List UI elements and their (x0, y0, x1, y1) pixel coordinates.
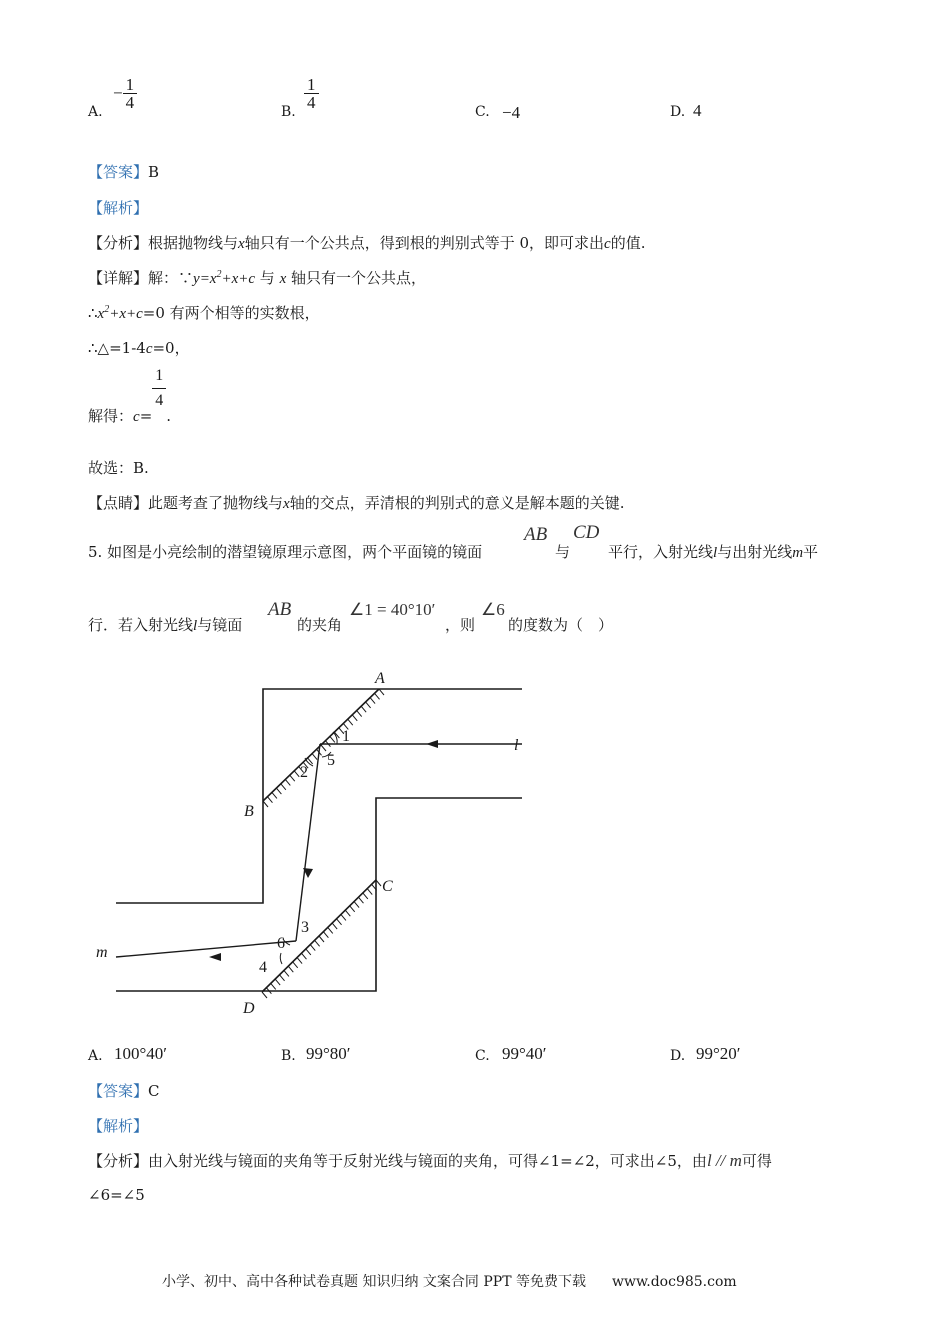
dianjing-text-2: 轴的交点，弄清根的判别式的意义是解本题的关键. (289, 494, 625, 512)
hatch-mark (290, 775, 295, 781)
hatch-mark (361, 706, 366, 712)
hatch-mark (350, 906, 355, 912)
q5-fenxi-text-2: 可得 (741, 1152, 772, 1170)
line4-num: 1 (155, 367, 164, 384)
hatch-mark (341, 914, 346, 920)
q5-fenxi-tag: 【分析】 (88, 1152, 149, 1170)
hatch-mark (332, 923, 337, 929)
line2-therefore: ∴ (88, 304, 98, 322)
hatch-mark (323, 932, 328, 938)
q5-angle1-value: ∠1 = 40°10′ (349, 600, 436, 619)
detail-text-2: 与 (255, 269, 280, 287)
q4-choose-line: 故选：B. (88, 459, 149, 477)
hatch-mark (312, 754, 317, 760)
q5-stem2-text-1: 行．若入射光线 (88, 616, 194, 634)
label-m: m (96, 944, 108, 961)
q4-option-c-value: −4 (502, 103, 521, 122)
hatch-mark (379, 689, 384, 695)
fenxi-var-c: c (604, 236, 611, 252)
q5-fenxi-line (88, 1150, 772, 1171)
q5-angle6: ∠6 (481, 600, 505, 619)
q4-option-a-num: 1 (125, 75, 135, 94)
detail-tag: 【详解】 (88, 269, 149, 287)
hatch-mark (275, 979, 280, 985)
q5-stem2-text-3: 的夹角 (297, 616, 343, 634)
q4-option-a-label: A. (88, 104, 103, 120)
label-angle-2: 2 (300, 764, 308, 781)
hatch-mark (375, 693, 380, 699)
q4-option-b-label: B. (281, 104, 296, 120)
label-a: A (375, 670, 385, 687)
mirror-ab (263, 689, 384, 807)
analysis-tag: 【解析】 (88, 199, 149, 217)
hatch-mark (293, 962, 298, 968)
q5-answer-tag: 【答案】 (88, 1082, 149, 1100)
hatch-mark (315, 940, 320, 946)
hatch-mark (337, 919, 342, 925)
label-angle-4: 4 (259, 959, 267, 976)
page-footer (162, 1271, 737, 1291)
arrow-outgoing (209, 953, 221, 961)
line2-eq-exp: 2 (104, 304, 110, 315)
q5-answer-line (88, 1080, 160, 1101)
fenxi-text-3: 的值. (610, 234, 646, 252)
label-angle-6: 6 (277, 935, 285, 952)
dianjing-tag: 【点睛】 (88, 494, 149, 512)
q5-stem2-text-4: ，则 (445, 616, 476, 634)
hatch-mark (267, 797, 272, 803)
q5-stem2-text-5: 的度数为（ ） (508, 616, 614, 634)
q5-stem2-text-2: 与镜面 (197, 616, 243, 634)
label-angle-1: 1 (342, 728, 350, 745)
hatch-mark (319, 936, 324, 942)
hatch-mark (352, 715, 357, 721)
q5-stem-text-4: 平 (803, 543, 819, 561)
q4-option-d-label: D. (670, 104, 686, 120)
q4-option-a-den: 4 (123, 93, 138, 111)
footer-url[interactable]: www.doc985.com (611, 1274, 737, 1290)
hatch-mark (280, 975, 285, 981)
q5-option-c-label: C. (475, 1048, 490, 1064)
label-c: C (382, 878, 393, 895)
hatch-mark (281, 784, 286, 790)
line4-text: 解得： (88, 407, 134, 425)
q5-cd-label: CD (573, 522, 600, 543)
arc-angle-4 (280, 953, 282, 964)
fenxi-text-1: 根据抛物线与 (148, 234, 239, 252)
line3-text-2: =0， (152, 339, 190, 357)
arrow-incident (426, 740, 438, 748)
q5-stem-text-1: 5. 如图是小亮绘制的潜望镜原理示意图，两个平面镜的镜面 (88, 543, 483, 561)
hatch-mark (363, 893, 368, 899)
q4-option-c-label: C. (475, 104, 490, 120)
hatch-mark (306, 949, 311, 955)
hatch-mark (321, 745, 326, 751)
fenxi-tag: 【分析】 (88, 234, 149, 252)
hatch-mark (294, 771, 299, 777)
q5-option-c-value: 99°40′ (502, 1044, 547, 1063)
hatch-mark (366, 702, 371, 708)
label-angle-5: 5 (327, 752, 335, 769)
q5-option-a-value: 100°40′ (114, 1044, 168, 1063)
q4-option-b-num: 1 (307, 75, 316, 94)
line4-period: . (166, 407, 172, 425)
q5-stem-text-2: 平行，入射光线 (608, 543, 714, 561)
detail-var-x: x (279, 271, 287, 287)
outgoing-ray-m (116, 941, 296, 957)
fenxi-var-x: x (238, 236, 245, 252)
q4-option-a-sign: − (113, 83, 123, 103)
detail-text-3: 轴只有一个公共点， (286, 269, 427, 287)
detail-text-1: 解：∵ (148, 269, 194, 287)
q4-option-b-den: 4 (304, 93, 319, 111)
hatch-mark (328, 927, 333, 933)
q5-fenxi-text-1: 由入射光线与镜面的夹角等于反射光线与镜面的夹角，可得∠1=∠2，可求出∠5，由 (148, 1152, 707, 1170)
q5-ab-label: AB (524, 524, 548, 545)
line2-eq-part1: x (97, 306, 105, 322)
periscope-inner-wall (116, 798, 522, 991)
hatch-mark (370, 698, 375, 704)
q5-option-d-label: D. (670, 1048, 686, 1064)
q5-var-l: l (713, 545, 718, 561)
dianjing-var-x: x (283, 496, 290, 512)
hatch-mark (348, 719, 353, 725)
label-d: D (243, 1000, 255, 1017)
periscope-outer-wall (116, 689, 522, 903)
label-b: B (244, 803, 254, 820)
hatch-mark (354, 902, 359, 908)
line3-text-1: ∴△=1-4 (88, 339, 146, 357)
footer-text: 小学、初中、高中各种试卷真题 知识归纳 文案合同 PPT 等免费下载 (162, 1274, 586, 1290)
q5-option-a-label: A. (88, 1048, 103, 1064)
label-l: l (514, 737, 519, 754)
hatch-mark (330, 736, 335, 742)
answer-value: B (148, 163, 160, 181)
light-path (116, 744, 522, 957)
q5-fenxi-lm: l // m (706, 1151, 742, 1170)
q5-answer-value: C (148, 1082, 160, 1100)
hatch-mark (301, 953, 306, 959)
hatch-mark (345, 910, 350, 916)
dianjing-text-1: 此题考查了抛物线与 (148, 494, 284, 512)
q5-option-b-value: 99°80′ (306, 1044, 351, 1063)
q4-option-d-value: 4 (693, 101, 702, 120)
hatch-mark (272, 792, 277, 798)
hatch-mark (271, 983, 276, 989)
detail-eq-exp: 2 (216, 269, 222, 280)
hatch-mark (285, 779, 290, 785)
hatch-mark (288, 966, 293, 972)
line2-eq-part2: +x+c (109, 306, 143, 322)
line2-text: =0 有两个相等的实数根， (142, 304, 320, 322)
hatch-mark (297, 958, 302, 964)
label-angle-3: 3 (301, 919, 309, 936)
q5-fenxi-line2: ∠6=∠5 (88, 1186, 145, 1204)
line3-var-c: c (145, 341, 153, 357)
q5-option-b-label: B. (281, 1048, 296, 1064)
hatch-mark (310, 945, 315, 951)
q5-analysis-tag: 【解析】 (88, 1117, 149, 1135)
q5-yu: 与 (555, 543, 571, 561)
q5-option-d-value: 99°20′ (696, 1044, 741, 1063)
hatch-mark (262, 992, 267, 998)
line4-equals: = (139, 407, 153, 425)
hatch-mark (357, 711, 362, 717)
hatch-mark (367, 889, 372, 895)
detail-eq-part2: +x+c (221, 271, 256, 287)
q5-stem-text-3: 与出射光线 (717, 543, 793, 561)
q5-stem2-ab: AB (268, 599, 292, 620)
line4-var-c: c (133, 409, 140, 425)
q5-stem2-var-l: l (193, 618, 198, 634)
mirror-ab-hatching (263, 689, 384, 807)
hatch-mark (284, 970, 289, 976)
hatch-mark (276, 788, 281, 794)
detail-eq-part1: y=x (193, 271, 217, 287)
hatch-mark (358, 897, 363, 903)
line4-den: 4 (152, 388, 166, 409)
fenxi-text-2: 轴只有一个公共点，得到根的判别式等于 0，即可求出 (244, 234, 605, 252)
q5-var-m: m (792, 545, 804, 561)
answer-tag: 【答案】 (88, 163, 149, 181)
